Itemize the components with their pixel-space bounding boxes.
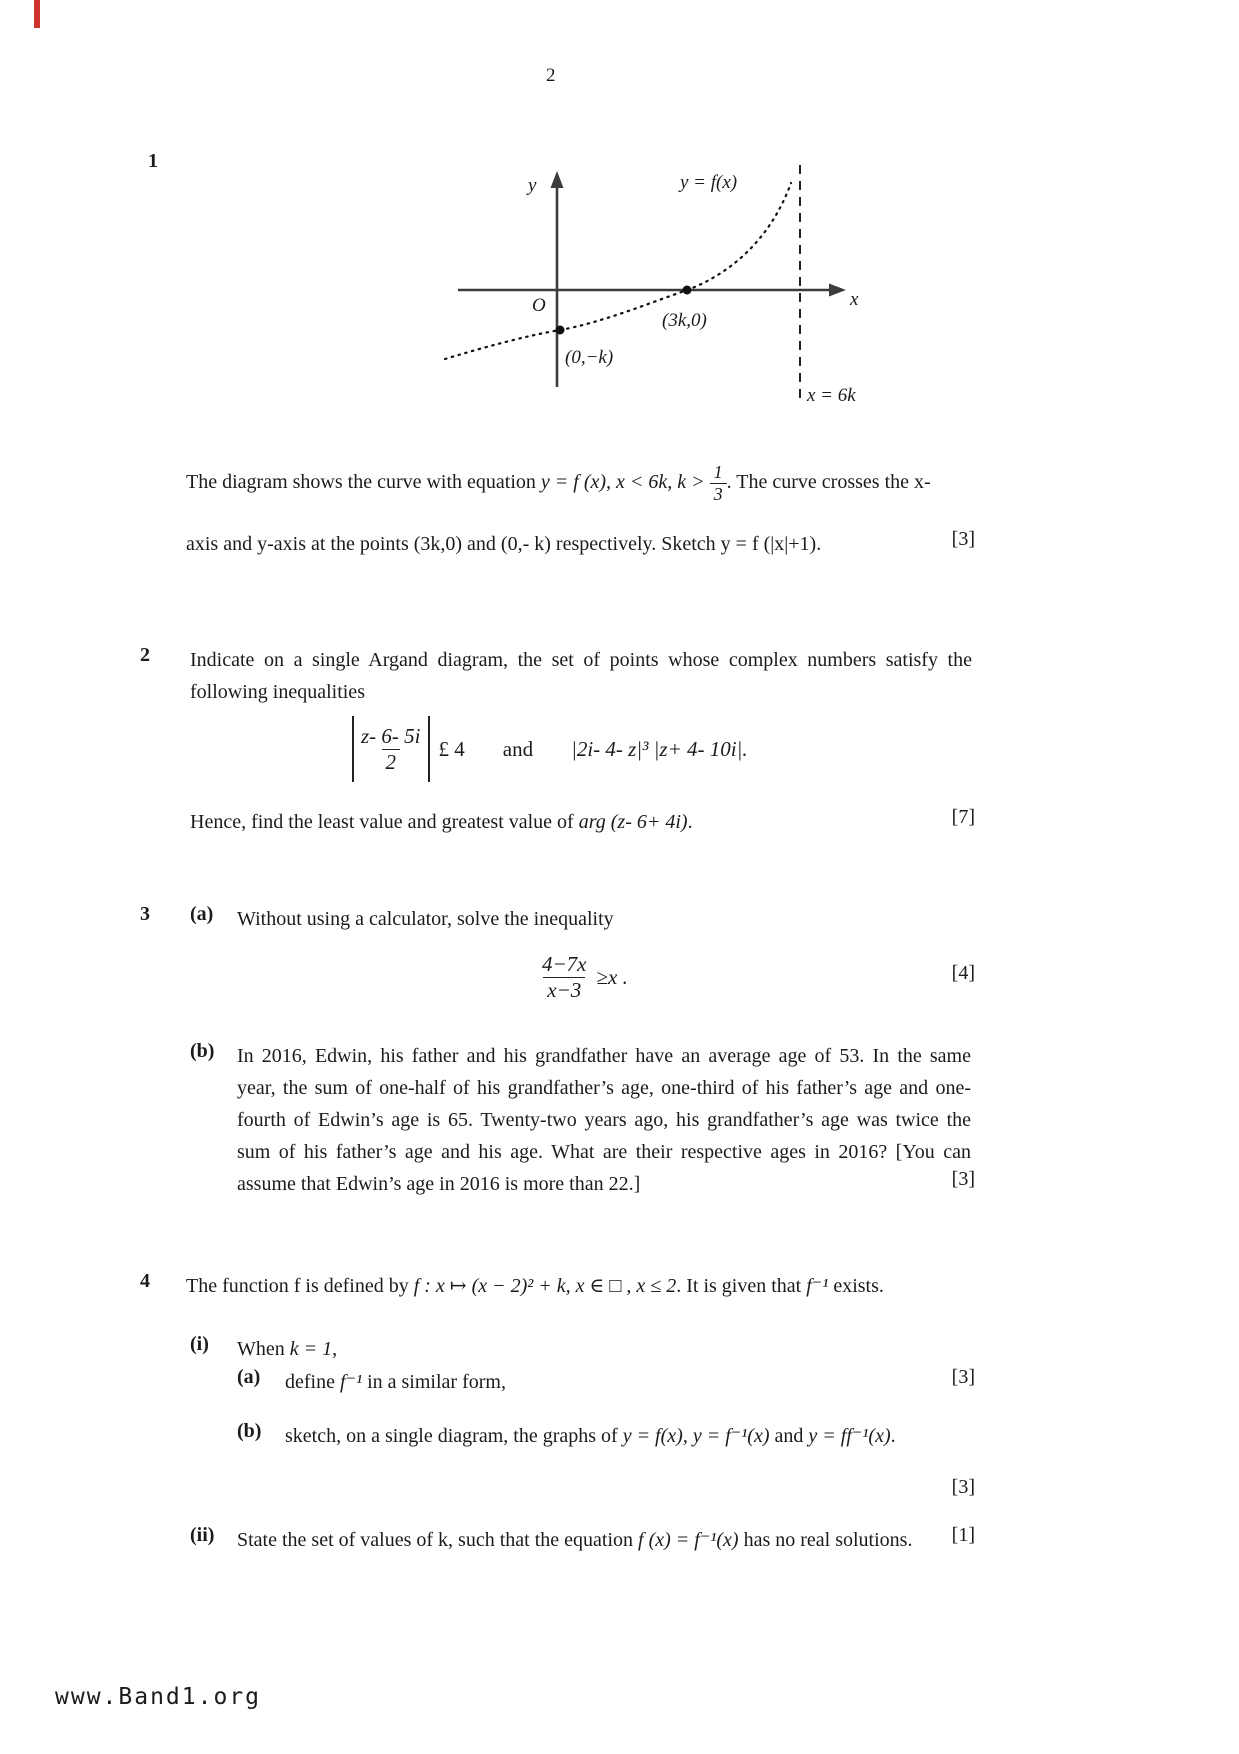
origin-label: O [532,295,546,316]
question-4ib-label: (b) [237,1420,262,1442]
y-axis-label: y [528,175,537,196]
question-4ii-marks: [1] [951,1524,975,1546]
q4ib-pre: sketch, on a single diagram, the graphs of [285,1425,623,1447]
q3-frac-denominator: x−3 [543,977,585,1002]
q2-hence-math: arg (z- 6+ 4i) [578,811,688,833]
footer-url: www.Band1.org [55,1684,262,1710]
question-1-marks: [3] [951,528,975,550]
q4-intro-math: f : x ↦ (x − 2)² + k, x ∈ □ , x ≤ 2 [413,1275,677,1297]
q3b-line: fourth of Edwin’s age is 65. Twenty-two years ago, his grandfather’s age was twice the [237,1109,971,1131]
q2-frac-numerator: z- 6- 5i [361,724,421,749]
q2-hence-pre: Hence, find the least value and greatest value of [190,811,579,833]
q4ib-math2: y = ff⁻¹(x) [808,1425,891,1447]
q4-intro-pre: The function f is defined by [186,1275,414,1297]
q4i-pre: When [237,1338,290,1360]
q4-intro-math2: f⁻¹ [806,1275,829,1297]
question-4ia-label: (a) [237,1366,261,1388]
q3-relation: ≥ [596,964,609,989]
function-curve [445,183,791,359]
q1-line1-post: . The curve crosses the x- [726,470,931,493]
q2-fraction [357,724,425,773]
question-3b-marks: [3] [951,1168,975,1190]
question-3a-label: (a) [190,903,214,925]
q1-frac-numerator: 1 [713,462,723,482]
q4ii-math: f (x) = f⁻¹(x) [638,1529,739,1551]
question-1-text-line2: axis and y-axis at the points (3k,0) and (0,- k) respectively. Sketch y = f (|x|+1). [186,533,822,555]
q3-rhs: x . [608,964,628,989]
x-axis-arrow-icon [829,284,846,297]
curve-sketch [430,163,875,418]
red-edge-mark [34,0,40,28]
q4ib-post: . [890,1425,896,1447]
question-4-number: 4 [140,1270,150,1292]
asymptote-label: x = 6k [807,385,856,406]
q2-right-inequality: |2i- 4- z|³ |z+ 4- 10i|. [571,736,748,761]
question-2-text-line2: following inequalities [190,681,365,703]
question-2-text-line1: Indicate on a single Argand diagram, the set of points whose complex numbers satisfy the [190,649,972,671]
q1-line1-pre: The diagram shows the curve with equation [186,470,541,493]
question-1-number: 1 [148,150,158,172]
q3-fraction [538,952,591,1001]
y-intercept-point [556,326,565,335]
q4i-post: , [332,1338,338,1360]
question-3b-text [237,1040,971,1200]
curve-label: y = f(x) [680,172,738,193]
q4ib-mid: and [769,1425,809,1447]
q1-fraction-one-third [710,462,727,504]
q4ii-pre: State the set of values of k, such that the equation [237,1529,639,1551]
x-intercept-point [683,286,692,295]
question-3a-marks: [4] [951,962,975,984]
q2-frac-denominator: 2 [382,749,401,774]
question-4ia-marks: [3] [951,1366,975,1388]
q4ib-math: y = f(x), y = f⁻¹(x) [622,1425,770,1447]
question-2-hence-line [190,806,693,838]
question-2-formula [352,716,748,782]
q1-line1-math: y = f (x), x < 6k, k > [540,470,705,493]
y-intercept-label: (0,−k) [565,347,614,368]
question-4ii-text [237,1524,912,1556]
q1-frac-denominator: 3 [710,483,727,505]
abs-bar-right [428,716,430,782]
question-2-number: 2 [140,644,150,666]
question-4ii-label: (ii) [190,1524,215,1546]
question-1-diagram [430,163,875,418]
question-4ib-text [285,1420,896,1452]
q3b-line: In 2016, Edwin, his father and his grandfather have an average age of 53. In the same [237,1045,971,1067]
question-2-marks: [7] [951,806,975,828]
question-3a-formula [538,946,628,1008]
q4ii-post: has no real solutions. [738,1529,913,1551]
x-axis-label: x [850,289,859,310]
y-axis-arrow-icon [551,171,564,188]
q4ia-pre: define [285,1371,340,1393]
q3b-line: sum of his father’s age and his age. What are their respective ages in 2016? [You can [237,1141,971,1163]
q3b-line: assume that Edwin’s age in 2016 is more than 22.] [237,1173,641,1195]
q4-intro-post: exists. [828,1275,884,1297]
q4ia-post: in a similar form, [362,1371,506,1393]
question-3a-text: Without using a calculator, solve the inequality [237,908,614,930]
question-4ib-marks: [3] [951,1476,975,1498]
page-number: 2 [546,65,556,86]
q3b-line: year, the sum of one-half of his grandfather’s age, one-third of his father’s age and one- [237,1077,971,1099]
question-3-number: 3 [140,903,150,925]
question-4i-label: (i) [190,1333,209,1355]
q4ia-math: f⁻¹ [339,1371,363,1393]
question-3b-label: (b) [190,1040,215,1062]
abs-bar-left [352,716,354,782]
q3-frac-numerator: 4−7x [542,952,587,977]
question-1-text-line1 [186,462,986,504]
question-4i-text [237,1333,337,1365]
q2-conjunction: and [502,736,534,761]
q4-intro-mid: . It is given that [676,1275,807,1297]
question-4-intro [186,1270,884,1302]
x-intercept-label: (3k,0) [662,310,707,331]
q2-hence-post: . [687,811,693,833]
q2-relation: £ 4 [438,736,465,761]
q4i-math: k = 1 [289,1338,333,1360]
question-4ia-text [285,1366,506,1398]
